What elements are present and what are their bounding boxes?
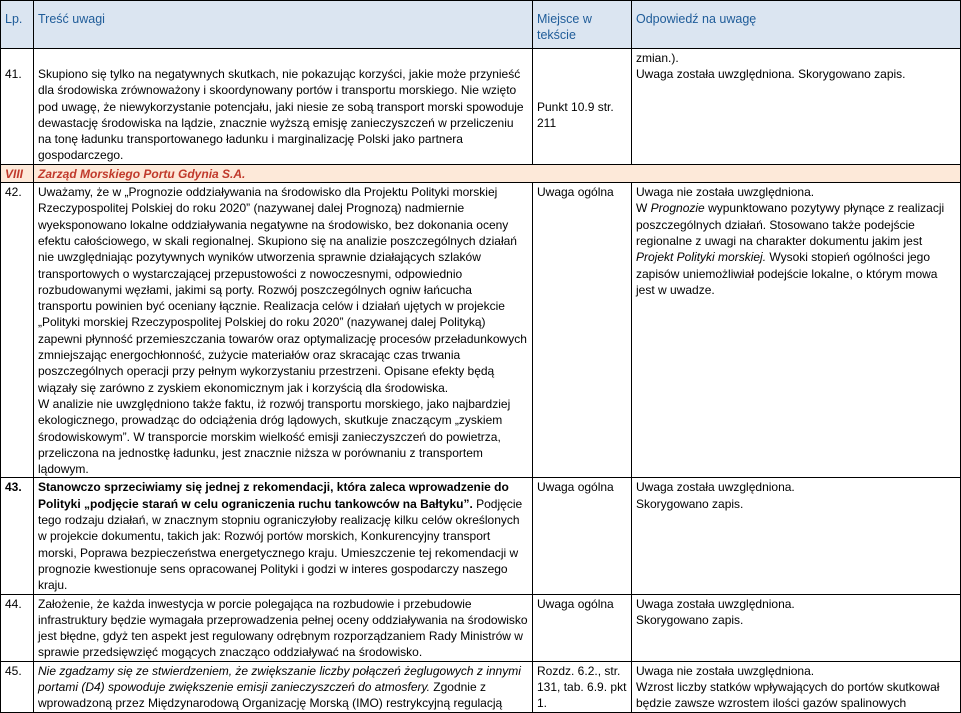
comment-text bbox=[34, 183, 533, 478]
section-number: VIII bbox=[1, 164, 34, 182]
header-lp: Lp. bbox=[1, 1, 34, 49]
comment-text: Skupiono się tylko na negatywnych skutkach, nie pokazując korzyści, jakie może przynieść dla środowiska zrównoważony i skoordynowany portów i transportu morskiego. Nie wzięto pod uwagę, że niewykorzystanie potencjału, jaki niesie ze sobą transport morski spowoduje dewastację środowiska na lądzie, znacznie wyższą emisję zanieczyszczeń w przeliczeniu na tonę ładunku transportowanego ładunku i marginalizację Polski jako partnera gospodarczego. bbox=[34, 49, 533, 165]
response-cell bbox=[632, 661, 961, 712]
response-text: Wzrost liczby statków wpływających do portów skutkował będzie zawsze wzrostem ilości gazów spalinowych bbox=[636, 679, 940, 711]
response-cell bbox=[632, 594, 961, 661]
response-verdict: Uwaga nie została uwzględniona. bbox=[636, 185, 815, 200]
response-text: Skorygowano zapis. bbox=[636, 496, 744, 511]
table-header-row bbox=[1, 1, 961, 49]
location-text: Rozdz. 6.2., str. 131, tab. 6.9. pkt 1. bbox=[533, 661, 632, 712]
location-text: Uwaga ogólna bbox=[533, 478, 632, 594]
comment-text: Założenie, że każda inwestycja w porcie polegająca na rozbudowie i przebudowie infrastruktury będzie wymagała przeprowadzenia pełnej oceny oddziaływania na środowisko jest błędne, gdyż ten aspekt jest regulowany odrębnym rozporządzaniem Rady Ministrów w sprawie przedsięwzięć mogących znacząco oddziaływać na środowisko. bbox=[34, 594, 533, 661]
comment-italic: Nie zgadzamy się ze stwierdzeniem, że zwiększanie liczby połączeń żeglugowych z innymi portami (D4) spowoduje zwiększenie emisji zanieczyszczeń do atmosfery. bbox=[38, 663, 521, 694]
response-verdict: Uwaga została uwzględniona. bbox=[636, 480, 795, 495]
location-text: Uwaga ogólna bbox=[533, 594, 632, 661]
response-fragment: W bbox=[636, 201, 648, 216]
response-fragment: Projekt Polityki morskiej. bbox=[636, 250, 767, 265]
comment-paragraph: Uważamy, że w „Prognozie oddziaływania na środowisko dla Projektu Polityki morskiej Rzeczypospolitej Polskiej do roku 2020” (nazywanej dalej Prognozą) nadmiernie wyeksponowano lokalne oddziaływania negatywne na środowisko, bez dokonania oceny efektu całościowego, w skali regionalnej. Skupiono się na analizie poszczególnych działań nie uwzględniając pozytywnych wyników utworzenia sprawnie działających szlaków transportowych o wystarczającej przepustowości z nowoczesnymi, odpowiednio rozbudowanymi węzłami, jakimi są porty. Rozwój poszczególnych ogniw łańcucha transportu powinien być oceniany łącznie. Realizacja celów i działań ujętych w projekcie „Polityki morskiej Rzeczypospolitej Polskiej do roku 2020” (nazywanej dalej Polityką) zapewni płynność przemieszczania towarów oraz optymalizację procesów przeładunkowych zmniejszając energochłonność, zużycie materiałów oraz skracając czas trwania poszczególnych operacji przy pełnym wykorzystaniu przestrzeni. Opisane efekty będą wiązały się zarówno z zyskiem ekonomicznym jak i korzyścią dla środowiska. bbox=[38, 185, 527, 395]
comment-text bbox=[34, 661, 533, 712]
response-cell bbox=[632, 183, 961, 478]
response-carryover: zmian.). bbox=[636, 51, 679, 65]
header-miejsce: Miejsce w tekście bbox=[533, 1, 632, 49]
location-text bbox=[533, 49, 632, 165]
row-number: 45. bbox=[1, 661, 34, 712]
comment-bold: Stanowczo sprzeciwiamy się jednej z rekomendacji, która zaleca wprowadzenie do Polityki „podjęcie starań w celu ograniczenia ruchu tankowców na Bałtyku”. bbox=[38, 480, 509, 511]
response-text: Uwaga została uwzględniona. Skorygowano zapis. bbox=[636, 67, 906, 82]
section-title: Zarząd Morskiego Portu Gdynia S.A. bbox=[34, 164, 961, 182]
location-text: Uwaga ogólna bbox=[533, 183, 632, 478]
row-number: 44. bbox=[1, 594, 34, 661]
row-number: 41. bbox=[1, 49, 34, 165]
table-row bbox=[1, 478, 961, 594]
response-fragment: Wysoki stopień ogólności jego zapisów uniemożliwiał podejście lokalne, o którym mowa jest w uwadze. bbox=[636, 250, 938, 297]
table-row bbox=[1, 49, 961, 165]
response-cell bbox=[632, 49, 961, 165]
section-row bbox=[1, 164, 961, 182]
response-cell bbox=[632, 478, 961, 594]
response-verdict: Uwaga nie została uwzględniona. bbox=[636, 663, 815, 678]
location-value: Punkt 10.9 str. 211 bbox=[537, 100, 614, 131]
response-fragment: Prognozie bbox=[650, 201, 705, 216]
comment-paragraph: W analizie nie uwzględniono także faktu, iż rozwój transportu morskiego, jako najbardziej ekologicznego, prowadząc do odciążenia dróg lądowych, skutkuje znaczącym „zyskiem środowiskowym”. W transporcie morskim wielkość emisji zanieczyszczeń do powietrza, przeliczona na jednostkę ładunku, jest znacznie niższa w porównaniu z transportem lądowym. bbox=[38, 396, 511, 477]
table-row bbox=[1, 661, 961, 712]
response-verdict: Uwaga została uwzględniona. bbox=[636, 596, 795, 611]
response-fragment: wypunktowano pozytywy płynące z realizacji poszczególnych działań. Stosowano także podejście regionalne z uwagi na charakter dokumentu jakim jest bbox=[636, 201, 945, 248]
row-number: 42. bbox=[1, 183, 34, 478]
row-number: 43. bbox=[1, 478, 34, 594]
comment-text bbox=[34, 478, 533, 594]
header-odpowiedz: Odpowiedź na uwagę bbox=[632, 1, 961, 49]
comment-rest: Podjęcie tego rodzaju działań, w znacznym stopniu ograniczyłoby realizację kilku celów określonych w projekcie dokumentu, takich jak: Rozwój portów morskich, Konkurencyjny transport morski, Poprawa bezpieczeństwa energetycznego kraju. Umieszczenie tej rekomendacji w prognozie kwestionuje sens opracowanej Polityki i godzi w interes gospodarczy naszego kraju. bbox=[38, 496, 523, 593]
comment-rest: Zgodnie z wprowadzoną przez Międzynarodową Organizację Morską (IMO) restrykcyjną regulacją bbox=[38, 679, 503, 711]
table-row bbox=[1, 594, 961, 661]
response-text: Skorygowano zapis. bbox=[636, 612, 744, 627]
header-tresc: Treść uwagi bbox=[34, 1, 533, 49]
response-text bbox=[636, 200, 957, 298]
table-row bbox=[1, 183, 961, 478]
